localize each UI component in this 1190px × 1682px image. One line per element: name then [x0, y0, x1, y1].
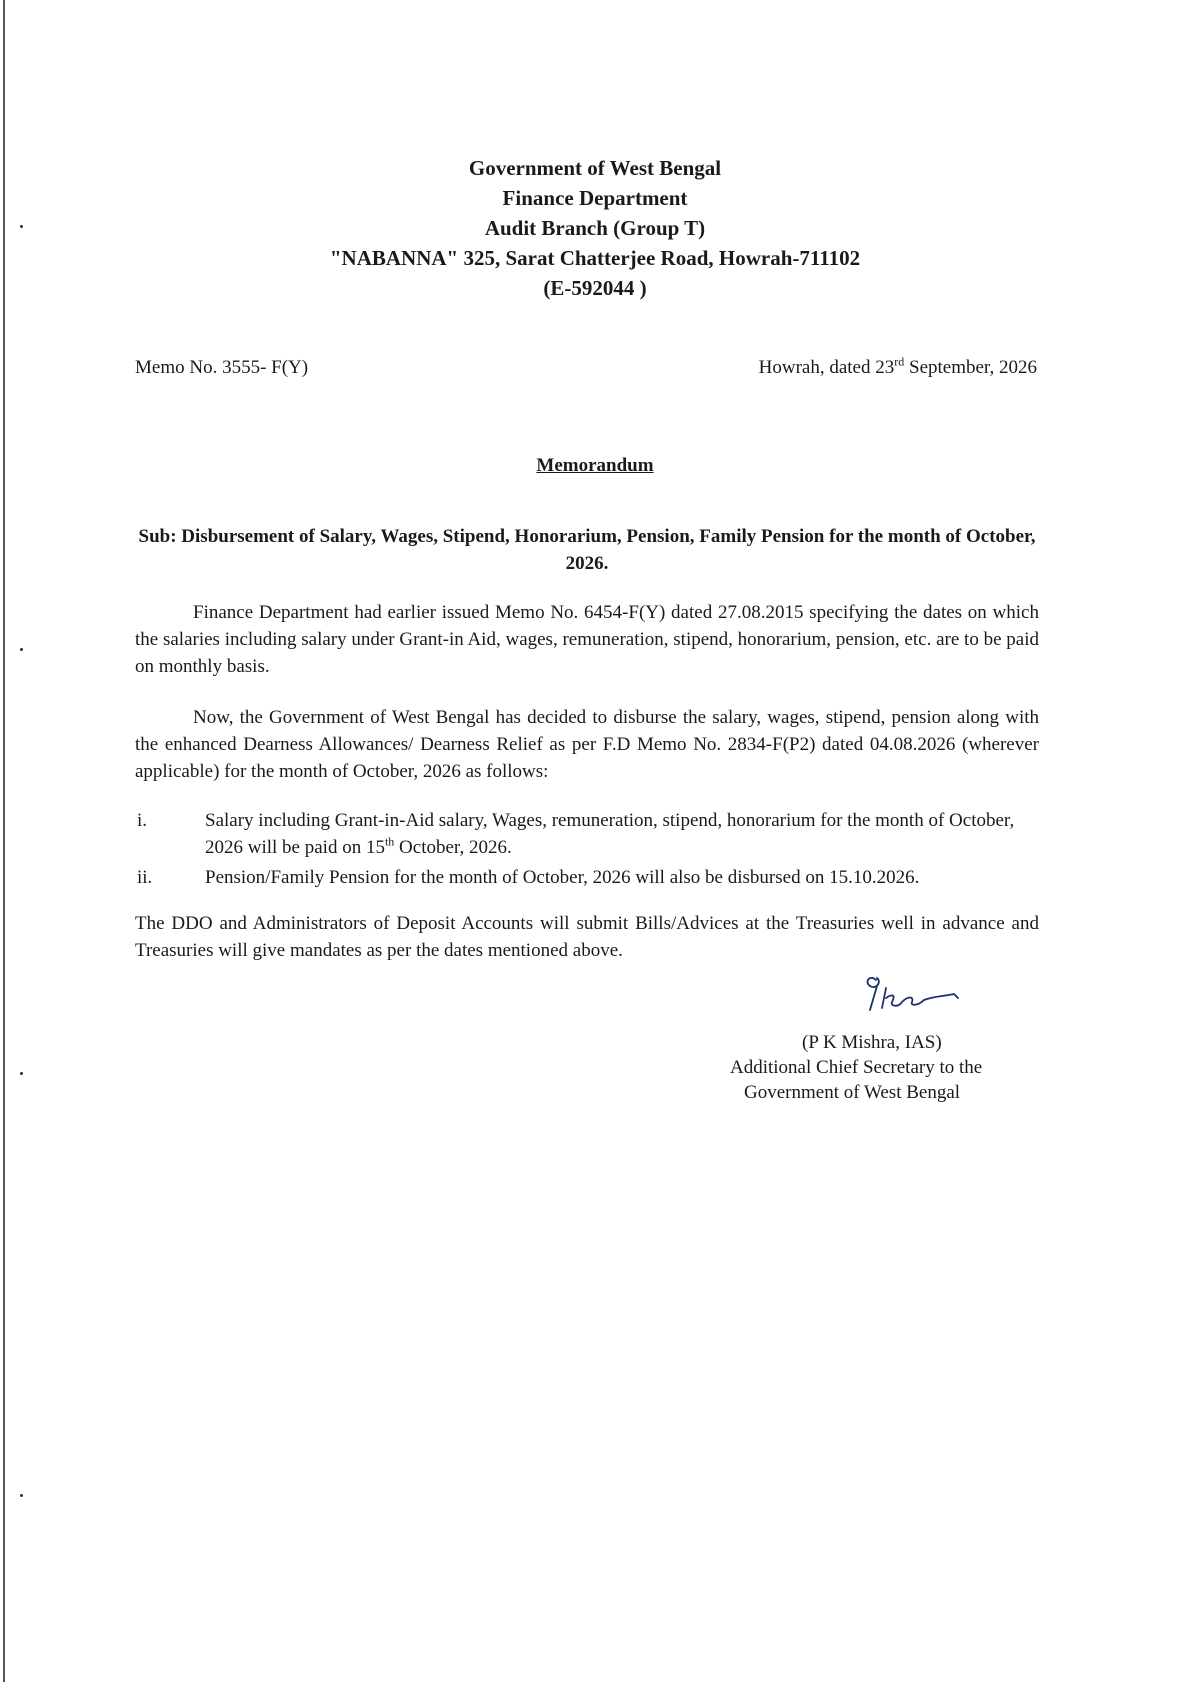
signatory-organization: Government of West Bengal — [744, 1082, 961, 1103]
letterhead-branch: Audit Branch (Group T) — [484, 216, 706, 240]
letterhead-government: Government of West Bengal — [468, 156, 722, 180]
scan-speck — [20, 1072, 23, 1075]
memo-number: Memo No. 3555- F(Y) — [135, 357, 309, 378]
handwritten-signature — [862, 972, 972, 1018]
paragraph-2-text: Now, the Government of West Bengal has decided to disburse the salary, wages, stipend, pension along with the enhanced Dearness Allowances/ Dearness Relief as per F.D Memo No. 2834-F(P2) dated 04.08.2026 (wherever applicable) for the month of October, 2026 as follows: — [135, 707, 1039, 782]
letterhead — [0, 153, 1190, 303]
paragraph-2 — [135, 704, 1039, 785]
paragraph-1 — [135, 599, 1039, 680]
scan-speck — [20, 648, 23, 651]
letterhead-department: Finance Department — [502, 186, 688, 210]
scan-speck — [20, 1494, 23, 1497]
subject-line: Sub: Disbursement of Salary, Wages, Stipend, Honorarium, Pension, Family Pension for the month of October, 2026. — [138, 526, 1036, 574]
signatory-designation: Additional Chief Secretary to the — [730, 1057, 983, 1078]
list-item-number: ii. — [137, 867, 153, 888]
list-item — [135, 807, 1045, 861]
memo-date-suffix: September, 2026 — [904, 357, 1037, 378]
closing-paragraph: The DDO and Administrators of Deposit Accounts will submit Bills/Advices at the Treasuries well in advance and Treasuries will give mandates as per the dates mentioned above. — [135, 913, 1039, 961]
document-title-text: Memorandum — [536, 455, 654, 476]
memo-date — [758, 354, 1037, 379]
signatory-name: (P K Mishra, IAS) — [802, 1032, 942, 1053]
list-item — [135, 864, 1045, 891]
letterhead-address: "NABANNA" 325, Sarat Chatterjee Road, Howrah-711102 — [329, 246, 861, 270]
signatory-block — [720, 1030, 1050, 1105]
list-item-number: i. — [137, 810, 148, 831]
list-item-text: Pension/Family Pension for the month of October, 2026 will also be disbursed on 15.10.2026. — [205, 867, 920, 888]
document-title — [0, 455, 1190, 477]
memo-date-ordinal: rd — [894, 354, 905, 369]
memo-date-prefix: Howrah, dated 23 — [758, 357, 895, 378]
list-item-text-end: October, 2026. — [394, 837, 512, 858]
letterhead-file-number: (E-592044 ) — [543, 276, 647, 300]
list-item-text: Salary including Grant-in-Aid salary, Wages, remuneration, stipend, honorarium for the month of October, 2026 will be paid on 15 — [205, 810, 1015, 858]
disbursement-list — [135, 807, 1045, 891]
list-item-ordinal: th — [384, 834, 395, 849]
paragraph-1-text: Finance Department had earlier issued Memo No. 6454-F(Y) dated 27.08.2015 specifying the dates on which the salaries including salary under Grant-in Aid, wages, remuneration, stipend, honorarium, pension, etc. are to be paid on monthly basis. — [135, 602, 1039, 677]
